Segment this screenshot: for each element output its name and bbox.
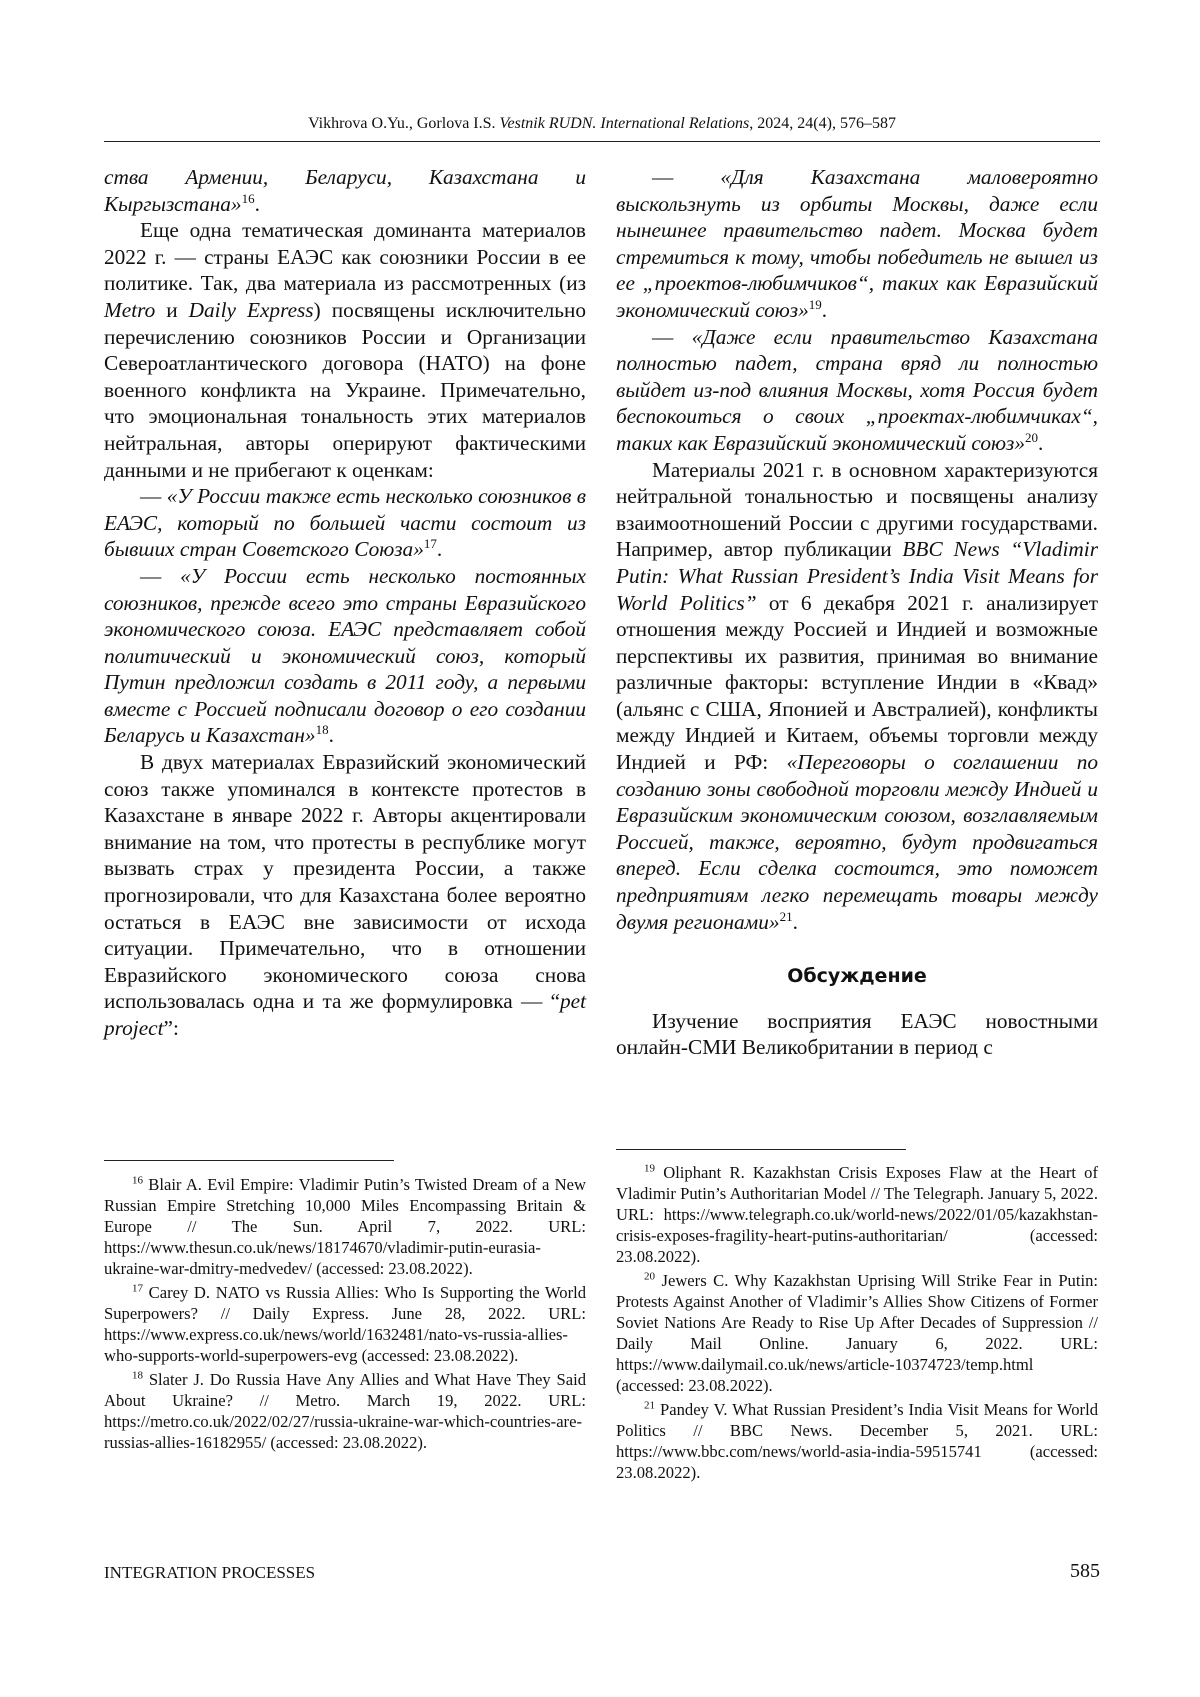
quote-text: «Переговоры о соглашении по созданию зоны свободной торговли между Индией и Евразийским экономическим союзом, возглавляемым Россией, также, вероятно, будут продвигаться вперед. Если сделка состоится, это поможет предприятиям легко перемещать товары между двумя регионами» bbox=[616, 750, 1098, 934]
quote-text: «Для Казахстана маловероятно выскользнуть из орбиты Москвы, даже если нынешнее правительство падет. Москва будет стремиться к тому, чтобы победитель не вышел из ее „проектов-любимчиков“, таких как Евразийский экономический союз» bbox=[616, 165, 1098, 322]
paragraph-2021 bbox=[616, 457, 1098, 936]
text: от 6 декабря 2021 г. анализирует отношения между Россией и Индией и возможные перспективы их развития, принимая во внимание различные факторы: вступление Индии в «Квад» (альянс с США, Японией и Австралией), конфликты между Индией и Китаем, объемы торговли между Индией и РФ: bbox=[616, 590, 1098, 775]
paragraph-continuation bbox=[104, 164, 586, 217]
right-column bbox=[616, 164, 1098, 1061]
footnote-text: Pandey V. What Russian President’s India Visit Means for World Politics // BBC News. December 5, 2021. URL: https://www.bbc.com/news/world-asia-india-59515741 (accessed: 23.08.2022). bbox=[616, 1400, 1098, 1482]
text: Материалы 2021 г. в основном характеризуются нейтральной тональностью и посвящены анализу взаимоотношений России с другими государствами. Например, автор публикации bbox=[616, 457, 1098, 562]
pet-project: pet project bbox=[104, 989, 586, 1040]
footnote-number: 17 bbox=[132, 1282, 143, 1295]
quote-18 bbox=[104, 563, 586, 749]
punct: . bbox=[436, 537, 443, 562]
quote-text: ства Армении, Беларуси, Казахстана и Кыргызстана» bbox=[104, 165, 586, 216]
footnote-21 bbox=[616, 1399, 1098, 1483]
source-express: Daily Express bbox=[188, 297, 314, 322]
paragraph-discussion: Изучение восприятия ЕАЭС новостными онлайн-СМИ Великобритании в период с bbox=[616, 1008, 1098, 1060]
dash: — bbox=[652, 165, 721, 189]
text: и bbox=[155, 297, 189, 322]
punct: . bbox=[254, 191, 260, 216]
dash: — bbox=[652, 324, 692, 349]
quote-17 bbox=[104, 483, 586, 563]
left-column bbox=[104, 164, 586, 1042]
quote-text: «У России есть несколько постоянных союзников, прежде всего это страны Евразийского экономического союза. ЕАЭС представляет собой политический и экономический союз, который Путин предложил создать в 2011 году, а первыми вместе с Россией подписали договор о его создании Беларусь и Казахстан» bbox=[104, 563, 586, 748]
quote-text: «Даже если правительство Казахстана полностью падет, страна вряд ли полностью выйдет из-под влияния Москвы, хотя Россия будет беспокоиться о своих „проектах-любимчиках“, таких как Евразийский экономический союз» bbox=[616, 324, 1098, 455]
footnotes-right bbox=[616, 1162, 1098, 1486]
footnote-ref[interactable]: 16 bbox=[241, 190, 255, 206]
footnote-text: Blair A. Evil Empire: Vladimir Putin’s Twisted Dream of a New Russian Empire Stretching 10,000 Miles Encompassing Britain & Europe // The Sun. April 7, 2022. URL: https://www.thesun.co.uk/news/18174670/vladimir-putin-eurasia-ukraine-war-dmitry-medvedev/ (accessed: 23.08.2022). bbox=[104, 1175, 586, 1278]
footnote-ref[interactable]: 19 bbox=[808, 296, 822, 312]
footnote-text: Oliphant R. Kazakhstan Crisis Exposes Flaw at the Heart of Vladimir Putin’s Authoritarian Model // The Telegraph. January 5, 2022. URL: https://www.telegraph.co.uk/world-news/2022/01/05/kazakhstan-crisis-exposes-fragility-heart-putins-authoritarian/ (accessed: 23.08.2022). bbox=[616, 1163, 1098, 1266]
footnotes-left bbox=[104, 1174, 586, 1456]
footnote-ref[interactable]: 17 bbox=[423, 536, 437, 552]
punct: . bbox=[821, 297, 828, 322]
footnote-17 bbox=[104, 1282, 586, 1366]
footnote-ref[interactable]: 18 bbox=[315, 722, 329, 738]
punct: . bbox=[792, 909, 798, 934]
footnote-18 bbox=[104, 1369, 586, 1453]
footnote-ref[interactable]: 20 bbox=[1024, 429, 1038, 445]
section-heading: Обсуждение bbox=[787, 965, 927, 988]
footnote-text: Carey D. NATO vs Russia Allies: Who Is Supporting the World Superpowers? // Daily Express. June 28, 2022. URL: https://www.express.co.uk/news/world/1632481/nato-vs-russia-allies-who-supports-world-superpowers-evg (accessed: 23.08.2022). bbox=[104, 1283, 586, 1365]
footnote-ref[interactable]: 21 bbox=[779, 908, 793, 924]
paragraph-protests bbox=[104, 749, 586, 1042]
footnote-16 bbox=[104, 1174, 586, 1279]
footnote-19 bbox=[616, 1162, 1098, 1267]
footnote-number: 19 bbox=[644, 1162, 655, 1175]
footnote-20 bbox=[616, 1270, 1098, 1396]
quote-text: «У России также есть несколько союзников в ЕАЭС, который по большей части состоит из бывших стран Советского Союза» bbox=[104, 484, 587, 562]
text: Еще одна тематическая доминанта материалов 2022 г. — страны ЕАЭС как союзники России в ее политике. Так, два материала из рассмотренных (из bbox=[104, 218, 586, 296]
header-authors: Vikhrova O.Yu., Gorlova I.S. bbox=[308, 115, 496, 132]
punct: . bbox=[328, 723, 334, 748]
punct: . bbox=[1037, 430, 1044, 455]
footnote-text: Slater J. Do Russia Have Any Allies and What Have They Said About Ukraine? // Metro. March 19, 2022. URL: https://metro.co.uk/2022/02/27/russia-ukraine-war-which-countries-are-russias-allies-16182955/ (accessed: 23.08.2022). bbox=[104, 1370, 586, 1452]
footnote-number: 18 bbox=[132, 1369, 143, 1382]
dash: — bbox=[140, 484, 167, 509]
header-journal: Vestnik RUDN. International Relations bbox=[499, 115, 750, 132]
footnote-number: 20 bbox=[644, 1270, 655, 1283]
text: В двух материалах Евразийский экономический союз также упоминался в контексте протестов в Казахстане в январе 2022 г. Авторы акцентировали внимание на том, что протесты в республике могут вызвать страх у президента России, а также прогнозировали, что для Казахстана более вероятно остаться в ЕАЭС вне зависимости от исхода ситуации. Примечательно, что в отношении Евразийского экономического союза снова использовалась одна и та же формулировка — “ bbox=[104, 750, 586, 1014]
paragraph-eaeu-allies bbox=[104, 217, 586, 483]
footnote-rule-left bbox=[104, 1160, 394, 1161]
dash: — bbox=[140, 563, 181, 588]
text: ) посвящены исключительно перечислению союзников России и Организации Североатлантического договора (НАТО) на фоне военного конфликта на Украине. Примечательно, что эмоциональная тональность этих материалов нейтральная, авторы оперируют фактическими данными и не прибегают к оценкам: bbox=[104, 297, 587, 482]
header-rule bbox=[104, 141, 1100, 142]
footnote-text: Jewers C. Why Kazakhstan Uprising Will Strike Fear in Putin: Protests Against Another of Vladimir’s Allies Show Citizens of Former Soviet Nations Are Ready to Rise Up After Decades of Suppression // Daily Mail Online. January 6, 2022. URL: https://www.dailymail.co.uk/news/article-10374723/temp.html (accessed: 23.08.2022). bbox=[616, 1271, 1098, 1395]
punct: ”: bbox=[163, 1016, 179, 1040]
footer-section: INTEGRATION PROCESSES bbox=[104, 1563, 316, 1582]
footnote-number: 21 bbox=[644, 1399, 655, 1412]
footnote-number: 16 bbox=[132, 1174, 143, 1187]
bbc-title: BBC News “Vladimir Putin: What Russian President’s India Visit Means for World Politics” bbox=[616, 537, 1098, 615]
running-header bbox=[104, 114, 1100, 134]
header-citation: , 2024, 24(4), 576–587 bbox=[749, 115, 896, 132]
footnote-rule-right bbox=[616, 1149, 906, 1150]
quote-19 bbox=[616, 164, 1098, 324]
page-number: 585 bbox=[1070, 1560, 1100, 1582]
quote-20 bbox=[616, 324, 1098, 457]
source-metro: Metro bbox=[104, 297, 156, 322]
